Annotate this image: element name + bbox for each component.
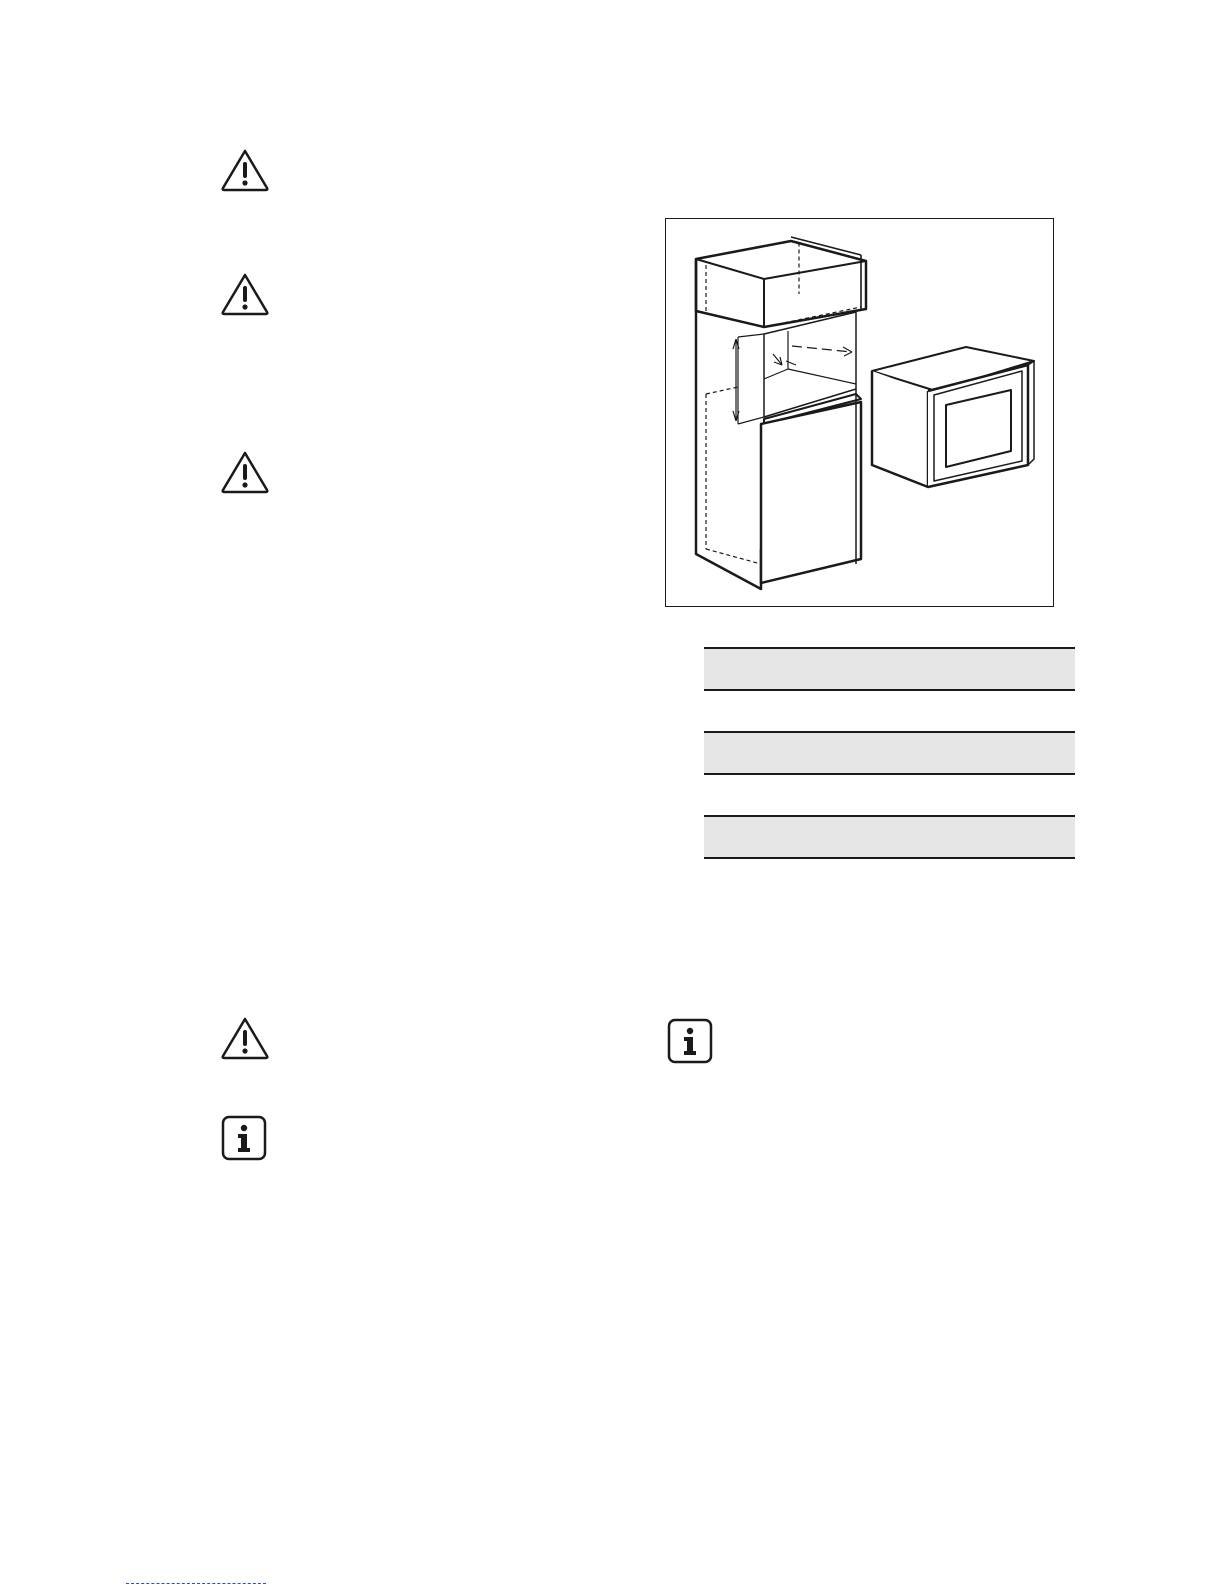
info-icon <box>221 1115 267 1161</box>
table-row <box>704 774 1075 816</box>
table-row <box>704 690 1075 732</box>
lower-cabinet-door <box>761 402 861 583</box>
installation-illustration <box>665 218 1054 607</box>
cabinet-drawing <box>666 219 1053 606</box>
table-row <box>704 732 1075 774</box>
appliance-drawing <box>872 347 1034 487</box>
warning-icon <box>220 1016 270 1060</box>
info-icon <box>667 1018 713 1064</box>
warning-icon <box>220 272 270 316</box>
table-row <box>704 648 1075 690</box>
warning-icon <box>220 450 270 494</box>
upper-cabinet <box>696 241 866 327</box>
warning-icon <box>220 148 270 192</box>
dimensions-table <box>704 647 1075 859</box>
table-row <box>704 816 1075 858</box>
